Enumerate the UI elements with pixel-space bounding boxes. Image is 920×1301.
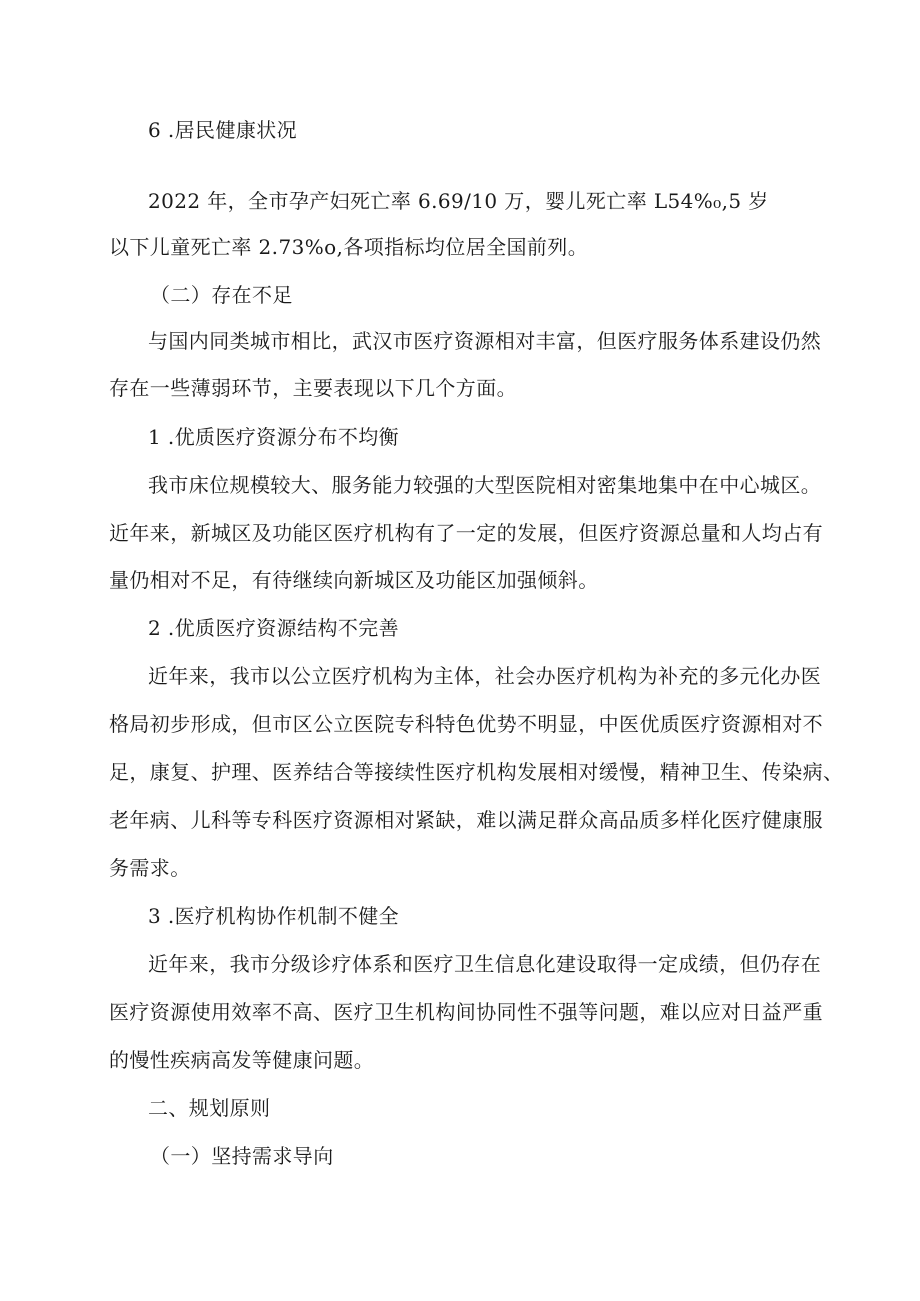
paragraph-line: 医疗资源使用效率不高、医疗卫生机构间协同性不强等问题，难以应对日益严重: [109, 1000, 823, 1024]
heading-structure-imperfect: 2 .优质医疗资源结构不完善: [148, 616, 400, 640]
paragraph-line: 足，康复、护理、医养结合等接续性医疗机构发展相对缓慢，精神卫生、传染病、: [109, 760, 844, 784]
heading-residents-health: 6 .居民健康状况: [148, 118, 298, 142]
paragraph-line: 近年来，我市分级诊疗体系和医疗卫生信息化建设取得一定成绩，但仍存在: [148, 952, 822, 976]
heading-coordination-mechanism: 3 .医疗机构协作机制不健全: [148, 904, 400, 928]
paragraph-line: 务需求。: [109, 856, 191, 880]
paragraph-stats-line: 以下儿童死亡率 2.73%o,各项指标均位居全国前列。: [109, 235, 589, 259]
paragraph-line: 格局初步形成，但市区公立医院专科特色优势不明显，中医优质医疗资源相对不: [109, 712, 823, 736]
section-heading-planning-principles: 二、规划原则: [148, 1096, 271, 1120]
paragraph-line: 的慢性疾病高发等健康问题。: [109, 1048, 375, 1072]
subsection-heading-demand-oriented: （一）坚持需求导向: [150, 1144, 334, 1168]
paragraph-line: 近年来，新城区及功能区医疗机构有了一定的发展，但医疗资源总量和人均占有: [109, 521, 823, 545]
paragraph-stats-line: 2022 年，全市孕产妇死亡率 6.69/10 万，婴儿死亡率 L54%₀,5 岁: [148, 189, 769, 213]
paragraph-line: 我市床位规模较大、服务能力较强的大型医院相对密集地集中在中心城区。: [148, 473, 822, 497]
paragraph-line: 近年来，我市以公立医疗机构为主体，社会办医疗机构为补充的多元化办医: [148, 664, 822, 688]
paragraph-intro-line: 与国内同类城市相比，武汉市医疗资源相对丰富，但医疗服务体系建设仍然: [148, 329, 822, 353]
paragraph-intro-line: 存在一些薄弱环节，主要表现以下几个方面。: [109, 376, 517, 400]
heading-distribution-imbalance: 1 .优质医疗资源分布不均衡: [148, 425, 400, 449]
paragraph-line: 老年病、儿科等专科医疗资源相对紧缺，难以满足群众高品质多样化医疗健康服: [109, 808, 823, 832]
section-heading-shortcomings: （二）存在不足: [150, 283, 293, 307]
paragraph-line: 量仍相对不足，有待继续向新城区及功能区加强倾斜。: [109, 568, 599, 592]
